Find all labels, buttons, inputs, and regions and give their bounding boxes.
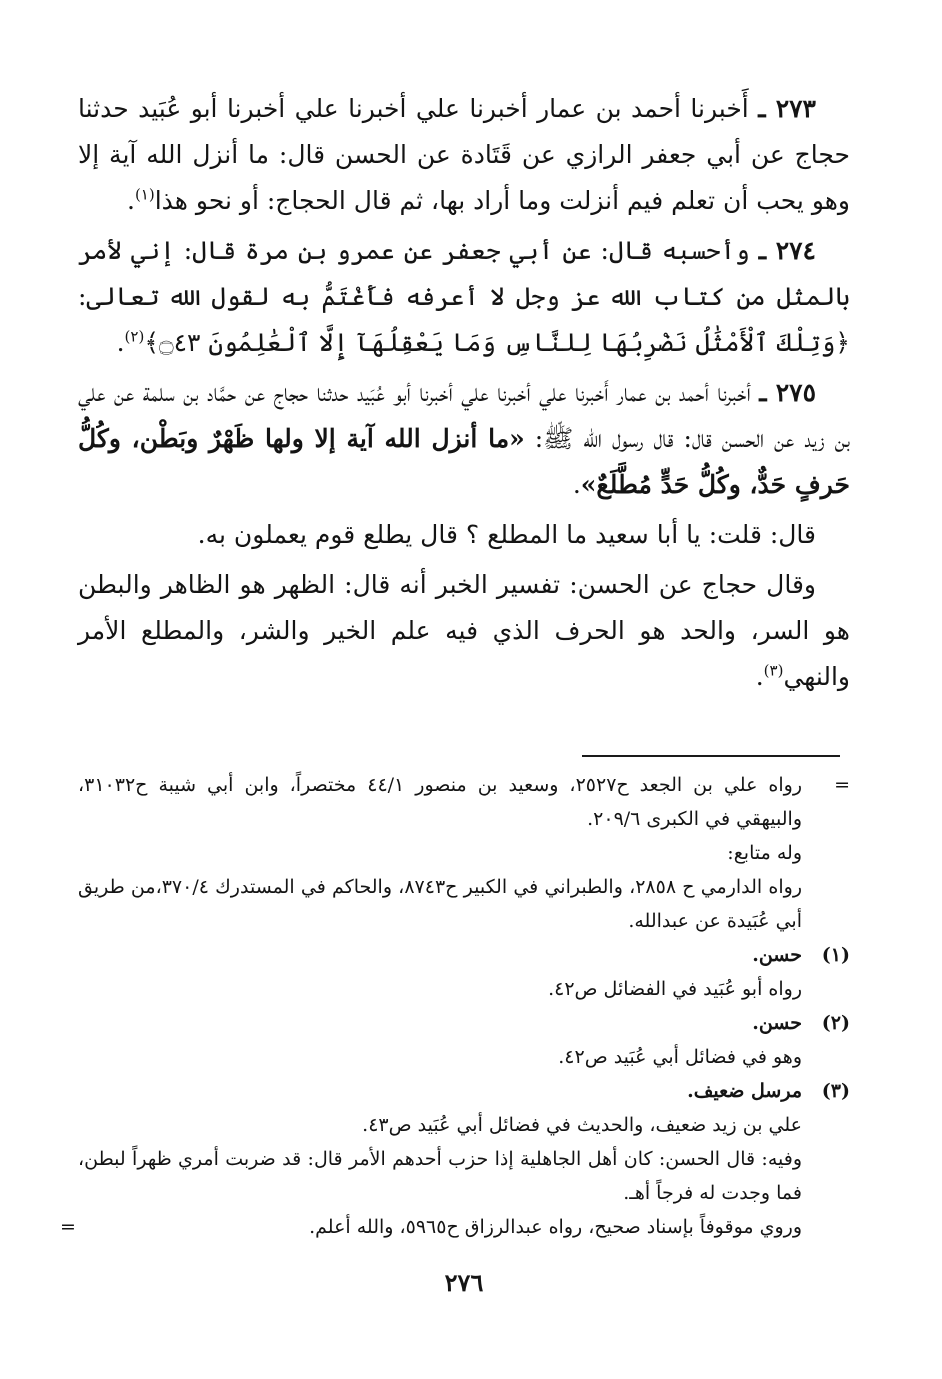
sentence-end: . (572, 470, 581, 499)
prophetic-quote: «ما أنزل الله آية إلا ولها ظَهْرٌ وبَطْن، وكُلُّ حَرفٍ حَدٌّ، وكُلُّ حَدٍّ مُطَّلَعٌ» (78, 424, 850, 499)
footnote-1 (78, 938, 850, 1006)
sentence-end: . (116, 328, 125, 357)
hadith-275 (78, 370, 850, 508)
footnote-3 (60, 1074, 850, 1244)
footnote-line: رواه أبو عُبَيد في الفضائل ص٤٢. (548, 978, 802, 1000)
footnote-line: رواه الدارمي ح ٢٨٥٨، والطبراني في الكبير ح٨٧٤٣، والحاكم في المستدرك ٣٧٠/٤،من طريق أبي عُبَيدة عن عبدالله. (78, 876, 802, 932)
footnote-grade: حسن. (752, 944, 802, 966)
footnote-grade: مرسل ضعيف. (687, 1080, 802, 1102)
footnote-2 (78, 1006, 850, 1074)
page-number: ٢٧٦ (444, 1268, 484, 1297)
footnote-ref: (٣) (763, 661, 784, 680)
hadith-number: ٢٧٥ ـ (759, 378, 817, 407)
footnote-label: (١) (821, 944, 850, 966)
sentence-end: . (126, 186, 135, 215)
hadith-number: ٢٧٤ ـ (758, 236, 816, 265)
footnote-line: وروي موقوفاً بإسناد صحيح، رواه عبدالرزاق ح٥٩٦٥، والله أعلم. (309, 1216, 802, 1238)
hadith-text: وأحسبه قال: عن أبي جعفر عن عمرو بن مرة قال: إني لأمر بالمثل من كتاب الله عز وجل لا أعرفه فأَغْتَمُّ به لقول الله تعالى: (78, 236, 850, 311)
footnote-ref: (١) (134, 185, 155, 204)
footnote-separator (582, 755, 840, 757)
footnote-label: (٣) (821, 1080, 850, 1102)
footnote-line: وهو في فضائل أبي عُبَيد ص٤٢. (558, 1046, 802, 1068)
hadith-text: أَخبرنا أحمد بن عمار أخبرنا علي أخبرنا علي أخبرنا أبو عُبَيد حدثنا حجاج عن أبي جعفر الرازي عن قَتَادة عن الحسن قال: ما أنزل الله آية إلا وهو يحب أن تعلم فيم أنزلت وما أراد بها، ثم قال الحجاج: أو نحو هذا (78, 94, 850, 215)
continuation-marker: = (834, 774, 850, 796)
paragraph-qala: قال: قلت: يا أبا سعيد ما المطلع ؟ قال يطلع قوم يعملون به. (197, 520, 816, 549)
footnote-line: علي بن زيد ضعيف، والحديث في فضائل أبي عُبَيد ص٤٣. (362, 1114, 802, 1136)
hadith-text: أخبرنا أحمد بن عمار أَخبرنا علي أخبرنا علي أخبرنا أبو عُبَيد حدثنا حجاج عن حمَّاد بن سلمة عن علي بن زيد عن الحسن قال: قال رسول الله ﷺ: (78, 378, 851, 453)
footnote-line: وله متابع: (727, 842, 802, 864)
footnote-label: (٢) (821, 1012, 850, 1034)
main-text (78, 86, 850, 704)
footnote-grade: حسن. (752, 1012, 802, 1034)
footnote-ref: (٢) (124, 327, 145, 346)
hadith-274 (78, 228, 850, 366)
hadith-273 (78, 86, 850, 224)
hadith-number: ٢٧٣ ـ (758, 94, 816, 123)
sentence-end: . (755, 662, 764, 691)
tafsir-text: وقال حجاج عن الحسن: تفسير الخبر أنه قال: الظهر هو الظاهر والبطن هو السر، والحد هو الحرف الذي فيه علم الخير والشر، والمطلع الأمر والنهي (78, 570, 850, 691)
footnote-line: رواه علي بن الجعد ح٢٥٢٧، وسعيد بن منصور ٤٤/١ مختصراً، وابن أبي شيبة ح٣١٠٣٢، والبيهقي في الكبرى ٢٠٩/٦. (78, 774, 802, 830)
paragraph-tafsir (78, 562, 850, 700)
continued-marker: = (60, 1216, 76, 1238)
footnote-continuation (78, 768, 850, 938)
book-page (60, 0, 851, 1379)
quran-verse: ﴿وَتِلْكَ ٱلْأَمْثَٰلُ نَضْرِبُهَا لِلنَّاسِ وَمَا يَعْقِلُهَآ إِلَّا ٱلْعَٰلِمُونَ ۝٤٣﴾ (144, 328, 850, 357)
footnote-line: وفيه: قال الحسن: كان أهل الجاهلية إذا حزب أحدهم الأمر قال: قد ضربت أمري ظهراً لبطن، فما وجدت له فرجاً أهـ. (78, 1148, 802, 1204)
footnotes (60, 768, 850, 1244)
